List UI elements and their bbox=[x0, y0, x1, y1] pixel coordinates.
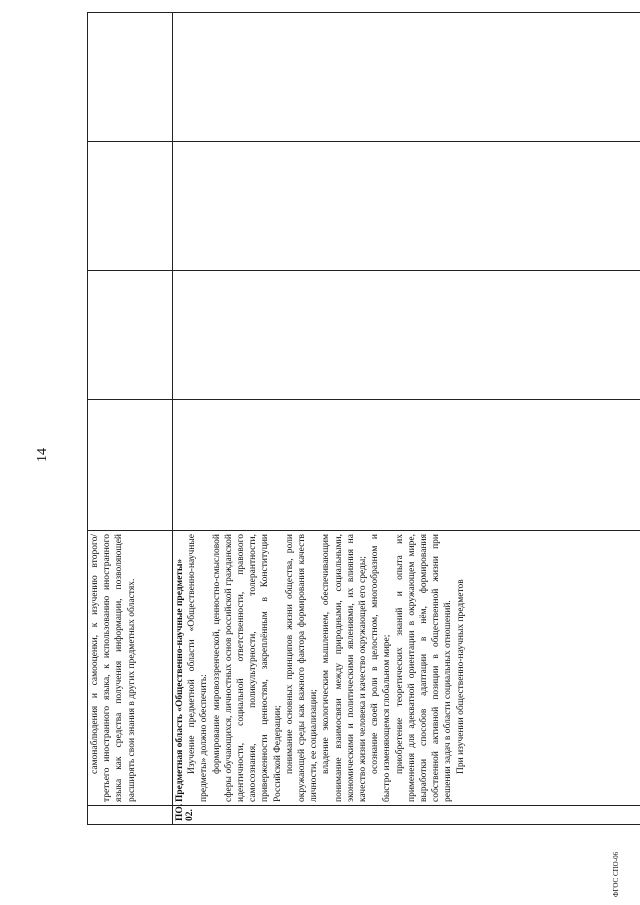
empty-cell bbox=[173, 13, 640, 142]
empty-cell bbox=[173, 400, 640, 531]
standard-table bbox=[87, 12, 640, 825]
paragraph: приобретение теоретических знаний и опыта их применения для адекватной ориентации в окружающем мире, выработки способов адаптации в нём, формирования собственной активной позиции в общественной жизни при решении задач в области социальных отношений. bbox=[394, 534, 454, 802]
page-number: 14 bbox=[35, 448, 50, 462]
table-row bbox=[173, 13, 640, 825]
empty-cell bbox=[88, 13, 173, 142]
paragraph: При изучении общественно-научных предметов bbox=[455, 579, 466, 774]
empty-cell bbox=[173, 142, 640, 271]
empty-cell bbox=[88, 400, 173, 531]
empty-cell bbox=[173, 271, 640, 400]
section-heading: Предметная область «Общественно-научные предметы» bbox=[175, 558, 185, 802]
paragraph: осознание своей роли в целостном, многообразном и быстро изменяющемся глобальном мире; bbox=[370, 534, 393, 802]
table-row bbox=[88, 13, 173, 825]
empty-cell bbox=[88, 271, 173, 400]
paragraph: понимание основных принципов жизни общества, роли окружающей среды как важного фактора формирования качеств личности, ее социализации; bbox=[284, 534, 320, 802]
row-code-cell bbox=[173, 803, 640, 825]
paragraph: самонаблюдения и самооценки, к изучению второго/третьего иностранного языка, к использованию иностранного языка как средства получения информации, позволяющей расширять свои знания в других предметных областях. bbox=[90, 534, 137, 802]
row-text-cell bbox=[88, 531, 173, 806]
row-code: ПО. 02. bbox=[175, 803, 195, 821]
paragraph: владение экологическим мышлением, обеспечивающим понимание взаимосвязи между природными, социальными, экономическими и политическими явлениями, их влияния на качество жизни человека и качество окружающей его среды; bbox=[321, 534, 369, 802]
paragraph: формирование мировоззренческой, ценностно-смысловой сферы обучающихся, личностных основ российской гражданской идентичности, социальной ответственности, правового самосознания, поликультурности, толерантности, приверженности ценностям, закреплённым в Конституции Российской Федерации; bbox=[211, 534, 283, 802]
row-text-cell bbox=[173, 531, 640, 806]
paragraph: Изучение предметной области «Общественно-научные предметы» должно обеспечить: bbox=[187, 534, 210, 802]
row-code-cell bbox=[88, 806, 173, 825]
footer-code: ФГОС СПО-06 bbox=[612, 851, 620, 897]
empty-cell bbox=[88, 142, 173, 271]
